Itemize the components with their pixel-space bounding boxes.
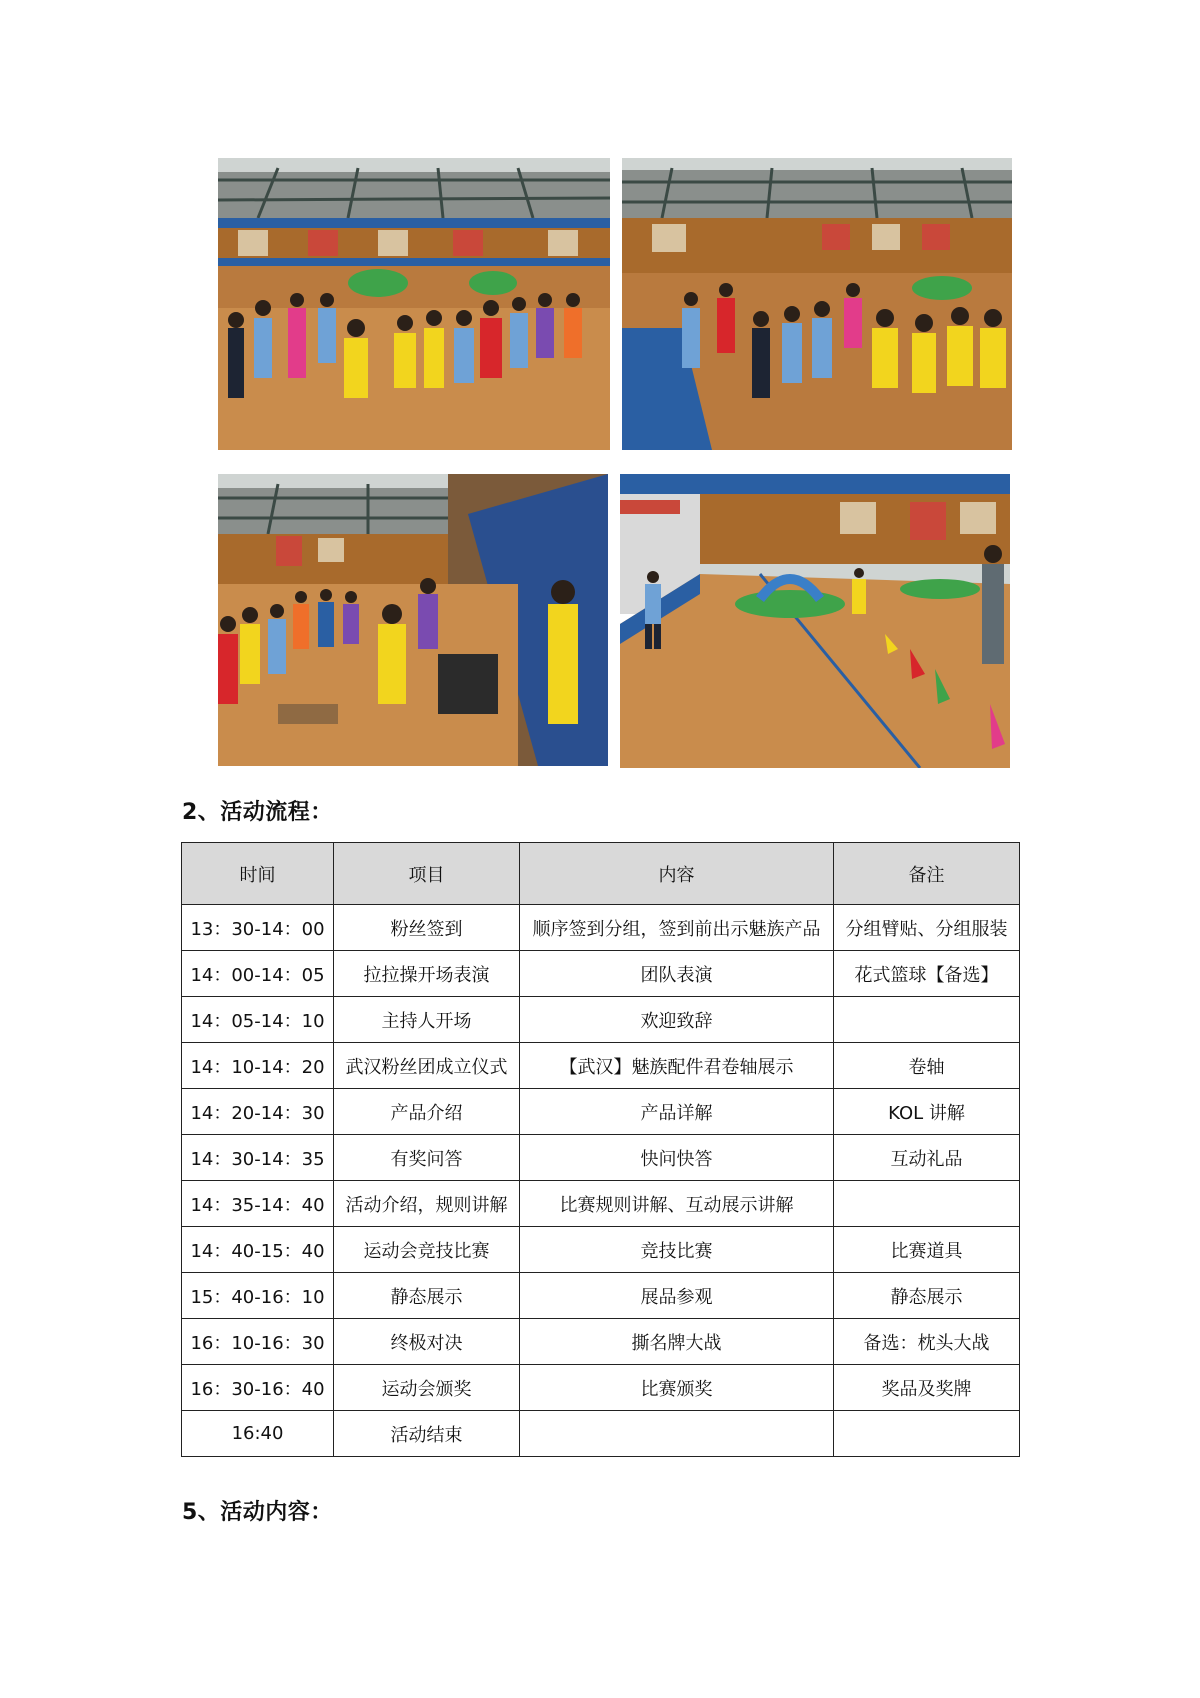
cell-time: 14：40-15：40 — [182, 1227, 334, 1273]
header-time: 时间 — [182, 843, 334, 905]
cell-item: 运动会颁奖 — [334, 1365, 520, 1411]
cell-remark: 备选：枕头大战 — [834, 1319, 1020, 1365]
table-row — [182, 1319, 1020, 1365]
cell-remark: 静态展示 — [834, 1273, 1020, 1319]
event-photo-1 — [218, 158, 610, 450]
cell-time: 14：10-14：20 — [182, 1043, 334, 1089]
cell-content: 比赛规则讲解、互动展示讲解 — [520, 1181, 834, 1227]
cell-content: 产品详解 — [520, 1089, 834, 1135]
table-header-row — [182, 843, 1020, 905]
table-row — [182, 997, 1020, 1043]
cell-content: 竞技比赛 — [520, 1227, 834, 1273]
cell-content: 快问快答 — [520, 1135, 834, 1181]
cell-remark: 奖品及奖牌 — [834, 1365, 1020, 1411]
cell-time: 13：30-14：00 — [182, 905, 334, 951]
cell-time: 14：30-14：35 — [182, 1135, 334, 1181]
event-photo-3 — [218, 474, 608, 766]
cell-item: 拉拉操开场表演 — [334, 951, 520, 997]
cell-content: 【武汉】魅族配件君卷轴展示 — [520, 1043, 834, 1089]
cell-content: 展品参观 — [520, 1273, 834, 1319]
section-title-process: 2、活动流程： — [182, 800, 333, 825]
schedule-table — [181, 842, 1020, 1457]
cell-remark: KOL 讲解 — [834, 1089, 1020, 1135]
cell-content: 比赛颁奖 — [520, 1365, 834, 1411]
event-photo-2 — [622, 158, 1012, 450]
cell-time: 14：05-14：10 — [182, 997, 334, 1043]
cell-remark — [834, 997, 1020, 1043]
cell-item: 静态展示 — [334, 1273, 520, 1319]
table-row — [182, 1411, 1020, 1457]
cell-content: 顺序签到分组，签到前出示魅族产品 — [520, 905, 834, 951]
cell-content: 团队表演 — [520, 951, 834, 997]
table-row — [182, 1181, 1020, 1227]
cell-item: 有奖问答 — [334, 1135, 520, 1181]
cell-remark — [834, 1181, 1020, 1227]
table-row — [182, 1365, 1020, 1411]
cell-time: 14：00-14：05 — [182, 951, 334, 997]
cell-time: 16：10-16：30 — [182, 1319, 334, 1365]
table-row — [182, 1273, 1020, 1319]
table-row — [182, 951, 1020, 997]
table-row — [182, 1227, 1020, 1273]
table-row — [182, 905, 1020, 951]
table-row — [182, 1135, 1020, 1181]
cell-time: 16:40 — [182, 1411, 334, 1457]
cell-item: 终极对决 — [334, 1319, 520, 1365]
header-item: 项目 — [334, 843, 520, 905]
cell-remark — [834, 1411, 1020, 1457]
header-remark: 备注 — [834, 843, 1020, 905]
table-row — [182, 1089, 1020, 1135]
cell-remark: 花式篮球【备选】 — [834, 951, 1020, 997]
cell-time: 14：20-14：30 — [182, 1089, 334, 1135]
cell-content — [520, 1411, 834, 1457]
cell-content: 撕名牌大战 — [520, 1319, 834, 1365]
cell-remark: 互动礼品 — [834, 1135, 1020, 1181]
cell-item: 主持人开场 — [334, 997, 520, 1043]
cell-time: 14：35-14：40 — [182, 1181, 334, 1227]
cell-item: 武汉粉丝团成立仪式 — [334, 1043, 520, 1089]
cell-time: 16：30-16：40 — [182, 1365, 334, 1411]
cell-remark: 比赛道具 — [834, 1227, 1020, 1273]
section-title-content: 5、活动内容： — [182, 1500, 333, 1525]
cell-remark: 卷轴 — [834, 1043, 1020, 1089]
cell-item: 运动会竞技比赛 — [334, 1227, 520, 1273]
cell-item: 活动结束 — [334, 1411, 520, 1457]
cell-item: 粉丝签到 — [334, 905, 520, 951]
cell-item: 活动介绍，规则讲解 — [334, 1181, 520, 1227]
cell-time: 15：40-16：10 — [182, 1273, 334, 1319]
cell-content: 欢迎致辞 — [520, 997, 834, 1043]
header-content: 内容 — [520, 843, 834, 905]
event-photo-4 — [620, 474, 1010, 768]
cell-item: 产品介绍 — [334, 1089, 520, 1135]
cell-remark: 分组臂贴、分组服装 — [834, 905, 1020, 951]
table-row — [182, 1043, 1020, 1089]
